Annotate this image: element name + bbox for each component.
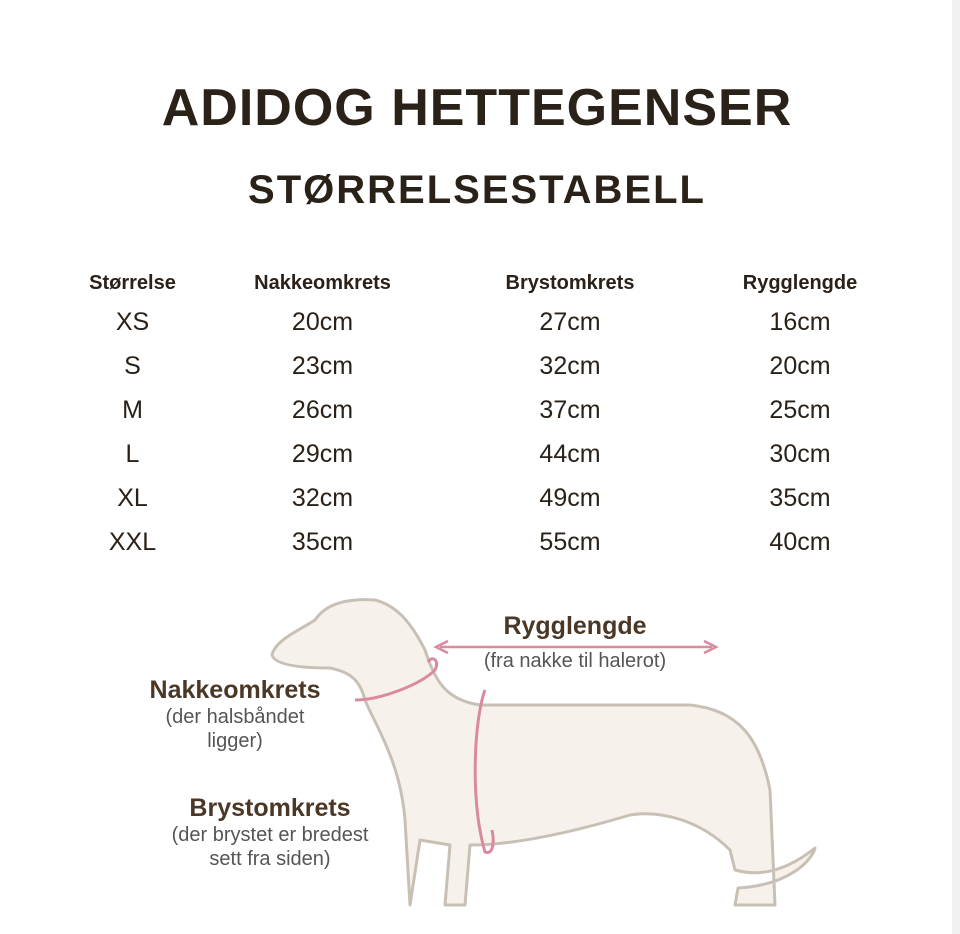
page-subtitle: STØRRELSESTABELL	[248, 168, 706, 212]
table-cell: S	[124, 351, 141, 380]
table-cell: 32cm	[291, 483, 354, 512]
table-cell: 26cm	[291, 395, 354, 424]
neck-label	[110, 676, 360, 753]
table-cell: 30cm	[769, 439, 831, 468]
table-cell: XL	[117, 483, 148, 512]
table-cell: 55cm	[539, 527, 601, 556]
table-cell: 27cm	[539, 307, 601, 336]
label-note: (der halsbåndet	[165, 706, 305, 728]
label-note: (der brystet er bredest	[171, 824, 369, 846]
label-title: Nakkeomkrets	[149, 676, 321, 704]
table-cell: XS	[115, 307, 150, 336]
table-cell: 35cm	[291, 527, 354, 556]
table-cell: 20cm	[291, 307, 354, 336]
table-cell: 49cm	[539, 483, 601, 512]
col-header: Størrelse	[89, 271, 176, 294]
table-cell: 32cm	[539, 351, 601, 380]
table-cell: M	[122, 395, 143, 424]
table-cell: 23cm	[291, 351, 354, 380]
table-cell: 25cm	[769, 395, 831, 424]
table-cell: 16cm	[769, 307, 831, 336]
page-title: ADIDOG HETTEGENSER	[161, 79, 793, 137]
table-cell: 44cm	[539, 439, 601, 468]
col-header: Nakkeomkrets	[254, 271, 391, 294]
table-cell: L	[125, 439, 140, 468]
label-note: (fra nakke til halerot)	[483, 650, 667, 672]
table-cell: XXL	[108, 527, 157, 556]
label-note: ligger)	[207, 730, 263, 752]
col-header: Rygglengde	[742, 271, 858, 294]
table-cell: 35cm	[769, 483, 831, 512]
col-header: Brystomkrets	[505, 271, 635, 294]
label-title: Brystomkrets	[189, 794, 351, 822]
table-cell: 40cm	[769, 527, 831, 556]
chest-label	[130, 794, 410, 871]
label-title: Rygglengde	[503, 612, 647, 640]
table-cell: 20cm	[769, 351, 831, 380]
label-note: sett fra siden)	[209, 848, 331, 870]
table-cell: 29cm	[291, 439, 354, 468]
table-cell: 37cm	[539, 395, 601, 424]
back-length-label	[430, 612, 720, 673]
